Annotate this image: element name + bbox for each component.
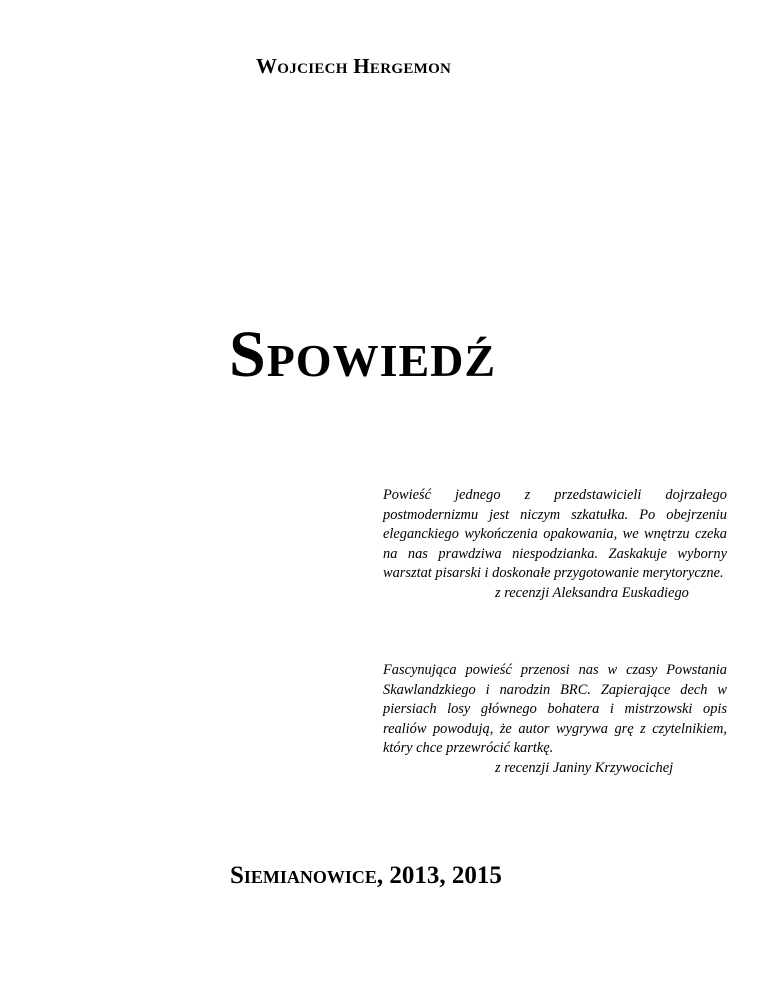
review-text: Powieść jednego z przedstawicieli dojrzałego postmodernizmu jest niczym szkatułka. Po obejrzeniu eleganckiego wykończenia opakowania, we wnętrzu czeka na nas prawdziwa niespodzianka. Zaskakuje wyborny warsztat pisarski i doskonałe przygotowanie merytoryczne.	[383, 487, 727, 582]
review-blurb	[383, 661, 727, 779]
publication-place-and-years: Siemianowice, 2013, 2015	[230, 862, 502, 889]
review-source: z recenzji Aleksandra Euskadiego	[495, 584, 689, 601]
review-text: Fascynująca powieść przenosi nas w czasy Powstania Skawlandzkiego i narodzin BRC. Zapierające dech w piersiach losy głównego bohatera i mistrzowski opis realiów powodują, że autor wygrywa grę z czytelnikiem, który chce przewrócić kartkę.	[383, 662, 727, 757]
author-name: Wojciech Hergemon	[256, 54, 452, 78]
review-blurb	[383, 486, 727, 604]
review-source: z recenzji Janiny Krzywocichej	[495, 759, 674, 776]
book-title: Spowiedź	[229, 318, 497, 391]
